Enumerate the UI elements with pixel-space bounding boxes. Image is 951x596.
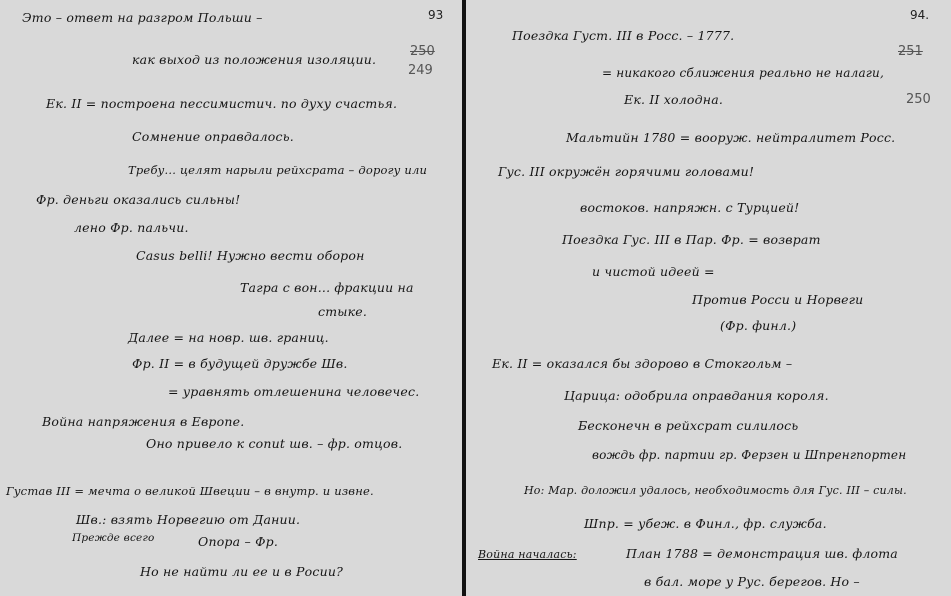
left-line: Густав III = мечта о великой Швеции – в внутр. и извне. — [6, 484, 374, 498]
left-line: Это – ответ на разгром Польши – — [22, 10, 263, 25]
left-line: Тагра с вон... фракции на — [240, 280, 414, 295]
left-pencil-number-2: 249 — [408, 63, 433, 78]
right-pencil-number-2: 250 — [906, 92, 931, 107]
right-line: Мальтийн 1780 = вооруж. нейтралитет Росс. — [566, 130, 896, 145]
left-line: Casus belli! Нужно вести оборон — [136, 248, 365, 263]
left-line: Война напряжения в Европе. — [42, 414, 245, 429]
right-line: в бал. море у Рус. берегов. Но – — [644, 574, 860, 589]
right-line: Ек. II холодна. — [624, 92, 724, 107]
right-line: Поездка Густ. III в Росс. – 1777. — [512, 28, 735, 43]
right-line: Царица: одобрила оправдания короля. — [564, 388, 829, 403]
left-line: Ек. II = построена пессимистич. по духу счастья. — [46, 96, 398, 111]
right-page-number: 94. — [910, 8, 930, 22]
right-line: Гус. III окружён горячими головами! — [498, 164, 755, 179]
left-line: Прежде всего — [72, 532, 155, 544]
left-line: = уравнять отлешенина человечес. — [168, 384, 420, 399]
right-line: Шпр. = убеж. в Финл., фр. служба. — [584, 516, 827, 531]
left-line: Сомнение оправдалось. — [132, 129, 294, 144]
left-line: Фр. деньги оказались сильны! — [36, 192, 241, 207]
right-line: Против Росси и Норвеги — [692, 292, 864, 307]
left-pencil-number-1: 250 — [410, 44, 435, 59]
right-line: Бесконечн в рейхсрат силилось — [578, 418, 799, 433]
right-line: = никакого сближения реально не налаги, — [602, 66, 885, 80]
left-page-number: 93 — [428, 8, 444, 22]
right-line: Но: Мар. доложил удалось, необходимость для Гус. III – силы. — [524, 484, 907, 497]
right-page — [466, 0, 951, 596]
right-line: и чистой идеей = — [592, 264, 715, 279]
left-page — [0, 0, 462, 596]
right-line: Ек. II = оказался бы здорово в Стокгольм – — [492, 356, 793, 371]
left-line: Шв.: взять Норвегию от Дании. — [76, 512, 301, 527]
left-line: Далее = на новр. шв. границ. — [128, 330, 329, 345]
right-line: востоков. напряжн. с Турцией! — [580, 200, 800, 215]
right-line: План 1788 = демонстрация шв. флота — [626, 546, 898, 561]
left-line: Фр. II = в будущей дружбе Шв. — [132, 356, 348, 371]
right-line: вождь фр. партии гр. Ферзен и Шпренгпортен — [592, 448, 907, 462]
left-line: Оно привело к conut шв. – фр. отцов. — [146, 436, 403, 451]
right-line: Поездка Гус. III в Пар. Фр. = возврат — [562, 232, 821, 247]
left-line: как выход из положения изоляции. — [132, 52, 377, 67]
left-line: Опора – Фр. — [198, 534, 279, 549]
right-pencil-number-1: 251 — [898, 44, 923, 59]
right-line: (Фр. финл.) — [720, 318, 797, 333]
left-line: Требу... целят нарыли рейхсрата – дорогу или — [128, 163, 428, 177]
left-line: стыке. — [318, 304, 368, 319]
left-line: лено Фр. пальчи. — [74, 220, 189, 235]
left-line: Но не найти ли ее и в Росии? — [140, 564, 343, 579]
right-line: Война началась: — [478, 548, 577, 561]
